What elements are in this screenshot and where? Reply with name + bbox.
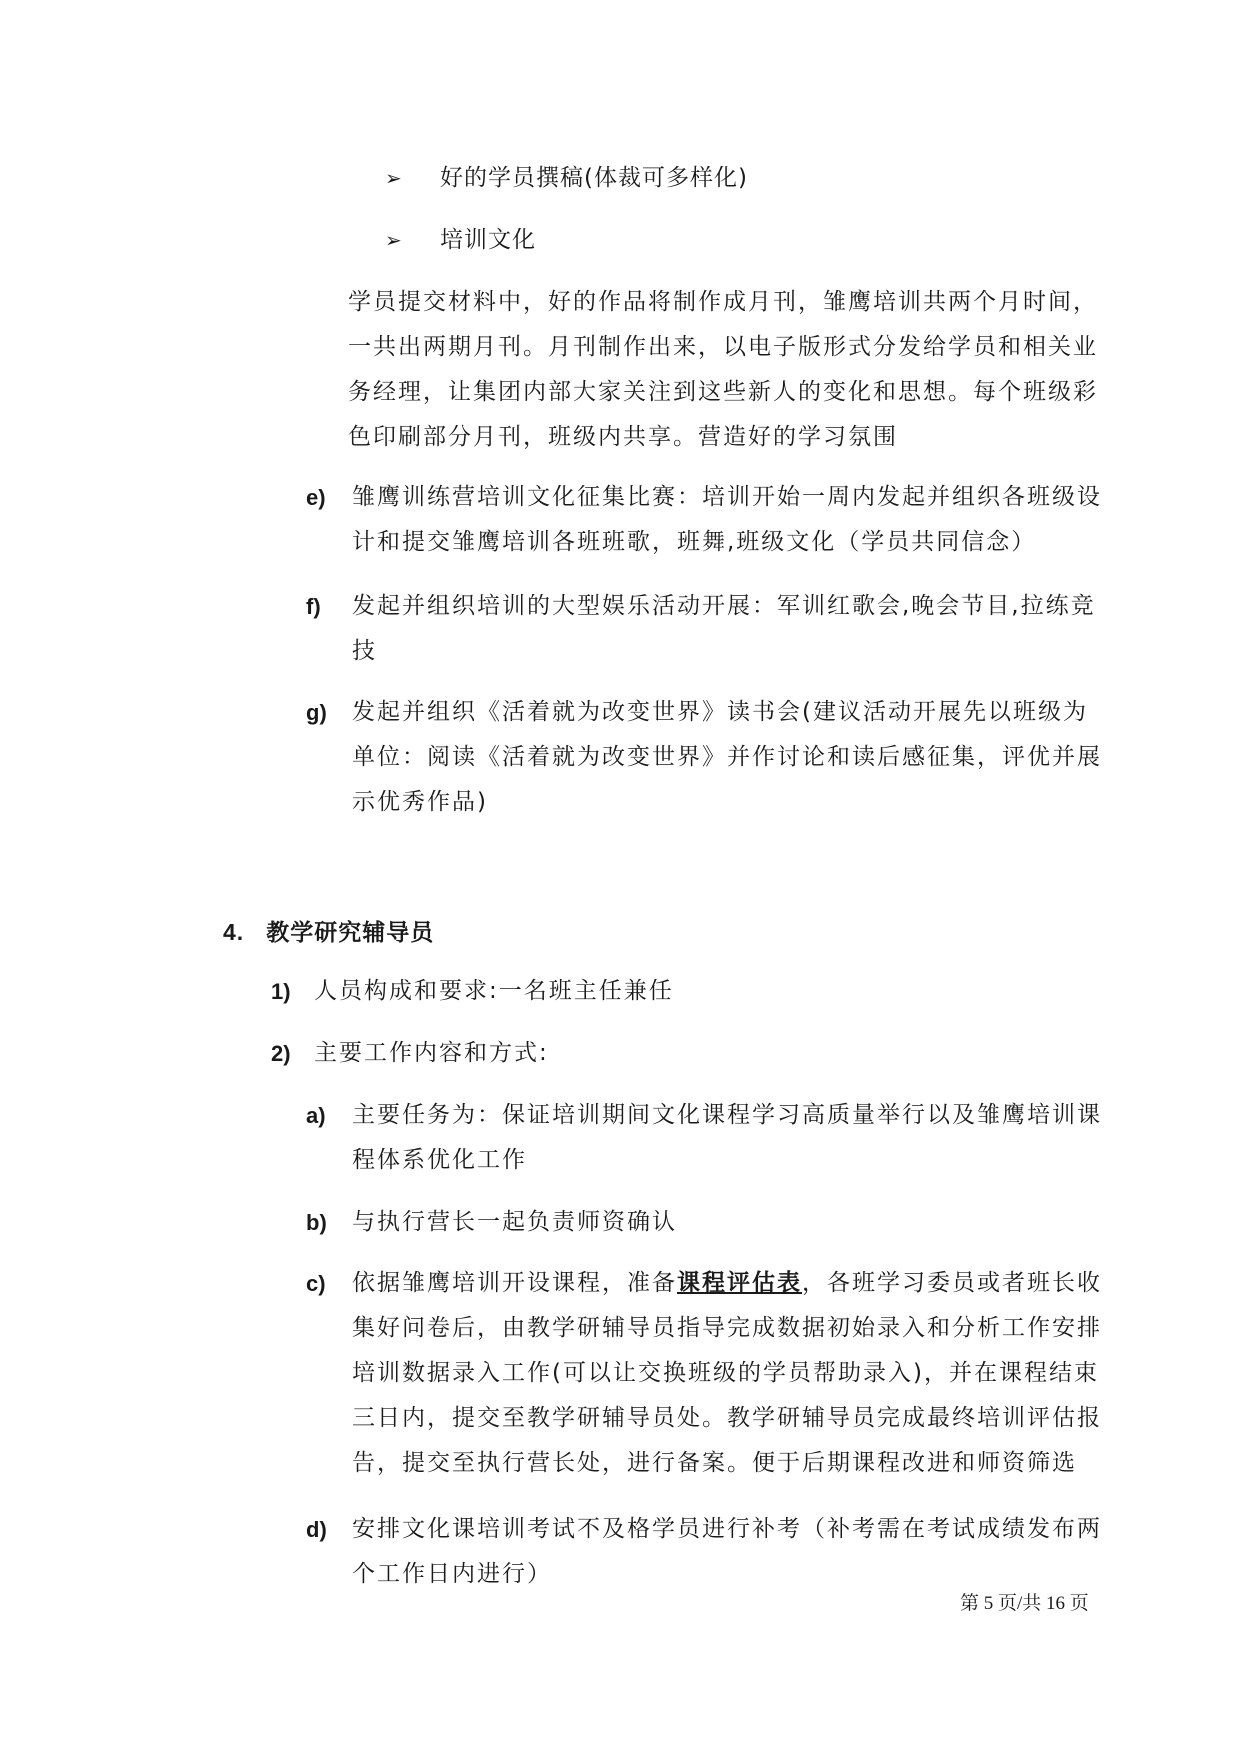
item-line: 培训数据录入工作(可以让交换班级的学员帮助录入)，并在课程结束	[352, 1360, 1099, 1386]
item-line: 单位：阅读《活着就为改变世界》并作讨论和读后感征集，评优并展	[352, 744, 1102, 770]
arrow-bullet-icon: ➢	[385, 228, 403, 252]
item-b-text	[352, 1200, 677, 1245]
sub-item-line: 主要工作内容和方式:	[314, 1040, 549, 1066]
item-marker-c: c)	[306, 1271, 326, 1296]
item-marker-f: f)	[306, 594, 321, 619]
item-marker-d: d)	[306, 1517, 327, 1542]
item-a-text	[352, 1093, 1102, 1183]
section-title: 教学研究辅导员	[266, 920, 435, 946]
item-line: 个工作日内进行）	[352, 1561, 552, 1587]
sub-item-1-text	[314, 969, 674, 1014]
item-marker-b: b)	[306, 1210, 327, 1235]
item-line-segment: 依据雏鹰培训开设课程，准备	[352, 1270, 677, 1296]
item-marker-e: e)	[306, 485, 326, 510]
item-line: 程体系优化工作	[352, 1147, 527, 1173]
item-line	[352, 1261, 1102, 1306]
item-line: 安排文化课培训考试不及格学员进行补考（补考需在考试成绩发布两	[352, 1516, 1102, 1542]
course-evaluation-form-link[interactable]: 课程评估表	[677, 1270, 802, 1296]
item-c-text	[352, 1261, 1102, 1486]
paragraph-line: 务经理，让集团内部大家关注到这些新人的变化和思想。每个班级彩	[348, 379, 1098, 405]
item-line: 发起并组织《活着就为改变世界》读书会(建议活动开展先以班级为	[352, 699, 1088, 725]
section-number: 4.	[223, 919, 245, 945]
paragraph-line: 色印刷部分月刊，班级内共享。营造好的学习氛围	[348, 424, 898, 450]
item-f-text	[352, 584, 1096, 674]
sub-item-line: 人员构成和要求:一名班主任兼任	[314, 978, 674, 1004]
sub-item-marker-1: 1)	[271, 979, 291, 1004]
item-line: 计和提交雏鹰培训各班班歌，班舞,班级文化（学员共同信念）	[352, 529, 1037, 555]
intro-paragraph	[348, 280, 1098, 460]
item-line: 集好问卷后，由教学研辅导员指导完成数据初始录入和分析工作安排	[352, 1315, 1102, 1341]
section-heading	[223, 910, 434, 955]
sub-item-marker-2: 2)	[271, 1041, 291, 1066]
bullet-text: 好的学员撰稿(体裁可多样化)	[440, 165, 748, 191]
sub-item-2-text	[314, 1031, 549, 1076]
item-line: 与执行营长一起负责师资确认	[352, 1209, 677, 1235]
item-line: 主要任务为：保证培训期间文化课程学习高质量举行以及雏鹰培训课	[352, 1102, 1102, 1128]
item-line: 雏鹰训练营培训文化征集比赛：培训开始一周内发起并组织各班级设	[352, 484, 1102, 510]
item-marker-a: a)	[306, 1103, 326, 1128]
item-d-text	[352, 1507, 1102, 1597]
item-line-segment: ，各班学习委员或者班长收	[802, 1270, 1102, 1296]
item-line: 技	[352, 638, 377, 664]
bullet-text: 培训文化	[440, 227, 536, 253]
paragraph-line: 学员提交材料中，好的作品将制作成月刊，雏鹰培训共两个月时间，	[348, 289, 1098, 315]
item-marker-g: g)	[306, 700, 327, 725]
item-line: 三日内，提交至教学研辅导员处。教学研辅导员完成最终培训评估报	[352, 1405, 1102, 1431]
page-footer: 第 5 页/共 16 页	[960, 1593, 1089, 1614]
arrow-bullet-icon: ➢	[385, 166, 403, 190]
item-line: 告，提交至执行营长处，进行备案。便于后期课程改进和师资筛选	[352, 1450, 1077, 1476]
item-line: 发起并组织培训的大型娱乐活动开展：军训红歌会,晚会节目,拉练竞	[352, 593, 1096, 619]
item-e-text	[352, 475, 1102, 565]
paragraph-line: 一共出两期月刊。月刊制作出来，以电子版形式分发给学员和相关业	[348, 334, 1098, 360]
item-line: 示优秀作品)	[352, 789, 488, 815]
item-g-text	[352, 690, 1102, 825]
